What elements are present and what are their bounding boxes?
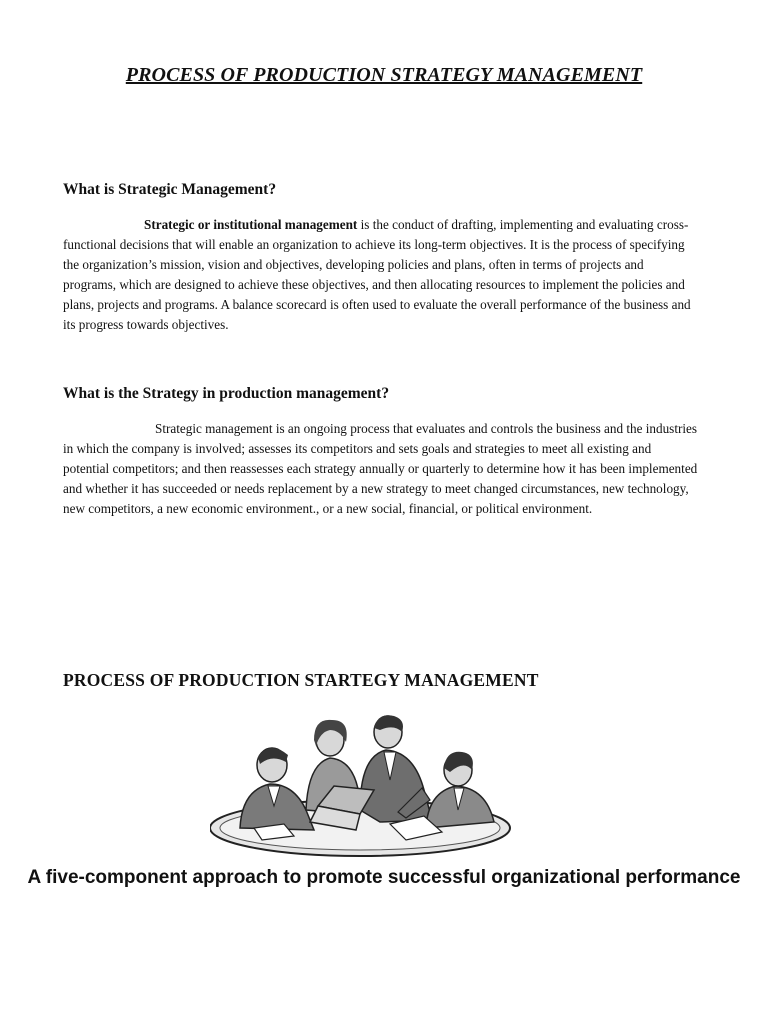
section1-heading: What is Strategic Management? [63, 181, 277, 198]
section2-paragraph [63, 419, 699, 519]
section3-caption: A five-component approach to promote successful organizational performance [27, 867, 741, 888]
section1-body: is the conduct of drafting, implementing and evaluating cross-functional decisions that will enable an organization to achieve its long-term objectives. It is the process of specifying the organization’s mission, vision and objectives, developing policies and plans, often in terms of projects and programs, which are designed to achieve these objectives, and then allocating resources to implement the policies and plans, projects and programs. A balance scorecard is often used to evaluate the overall performance of the business and its progress towards objectives. [63, 217, 691, 332]
section2-heading: What is the Strategy in production management? [63, 385, 390, 402]
document-title: PROCESS OF PRODUCTION STRATEGY MANAGEMENT [125, 64, 643, 86]
section3-heading: PROCESS OF PRODUCTION STARTEGY MANAGEMENT [63, 670, 539, 690]
section2-body: Strategic management is an ongoing process that evaluates and controls the business and the industries in which the company is involved; assesses its competitors and sets goals and strategies to meet all existing and potential competitors; and then reassesses each strategy annually or quarterly to determine how it has been implemented and whether it has succeeded or needs replacement by a new strategy to meet changed circumstances, new technology, new competitors, a new economic environment., or a new social, financial, or political environment. [63, 421, 698, 516]
team-meeting-clipart-icon [210, 710, 515, 860]
section1-paragraph [63, 215, 699, 335]
section1-lead-bold: Strategic or institutional management [144, 217, 358, 232]
